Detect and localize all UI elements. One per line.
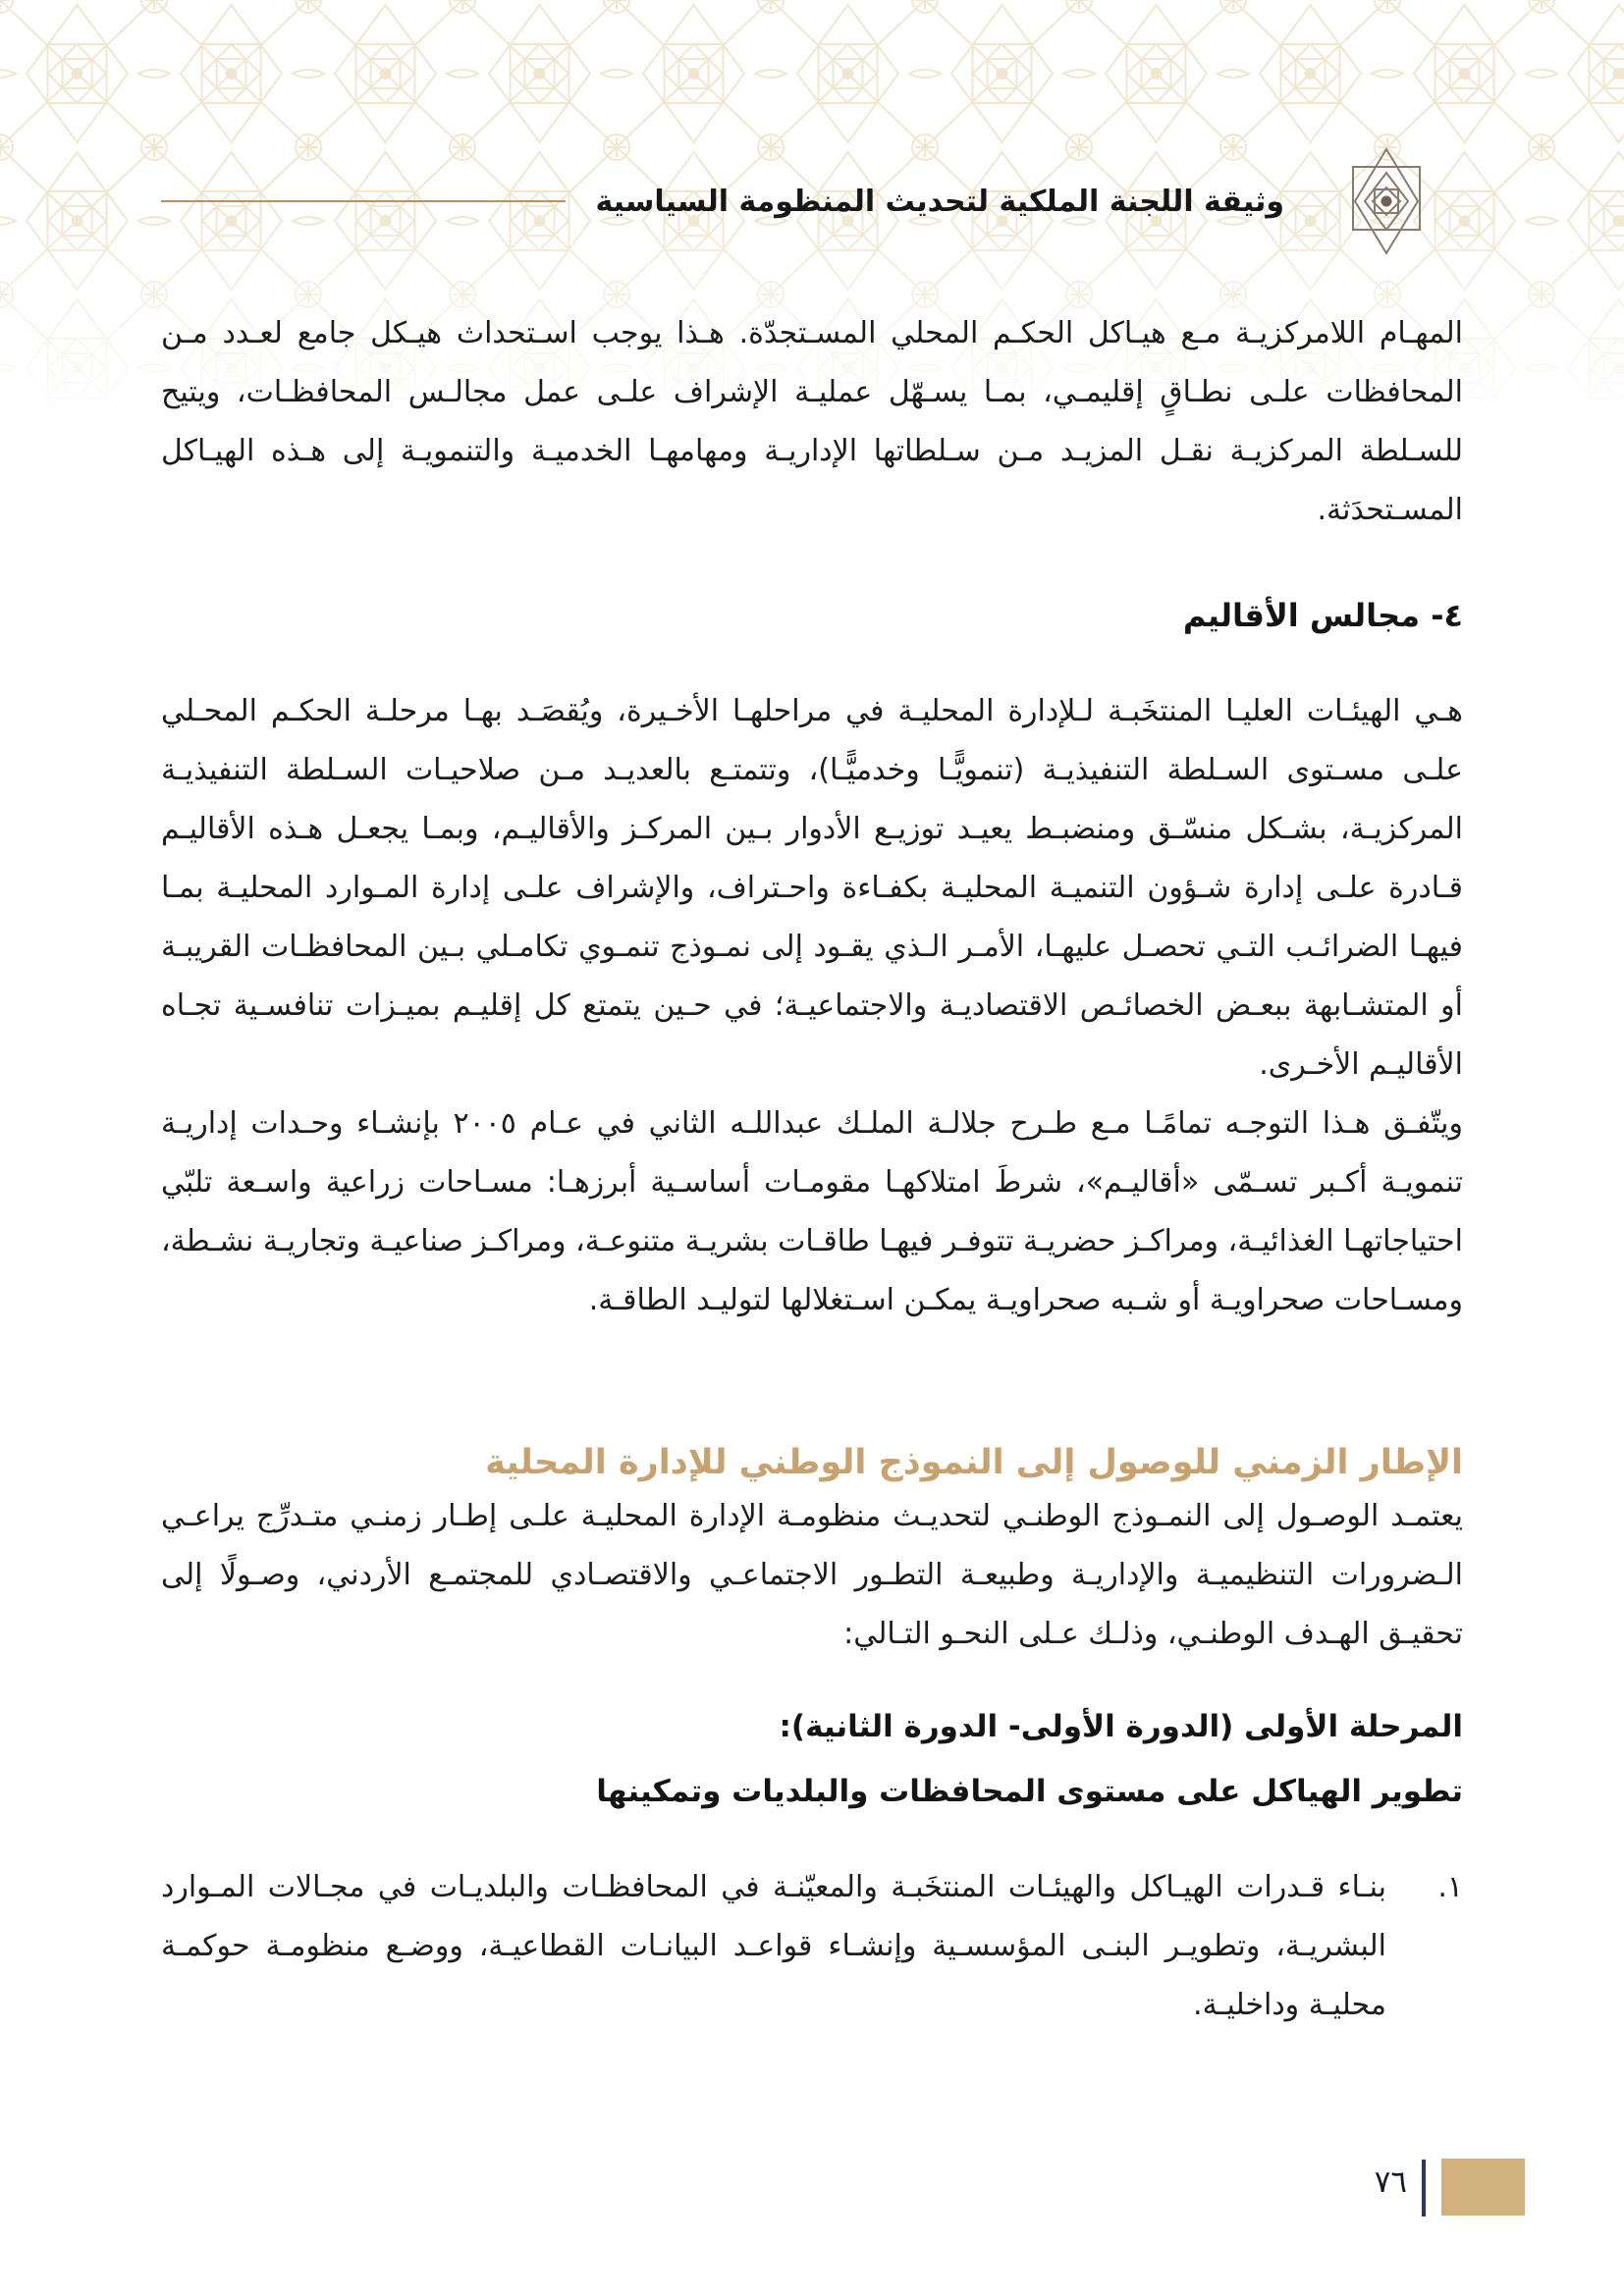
paragraph-timeline-intro: يعتمـد الوصـول إلى النمـوذج الوطنـي لتحديـث منظومـة الإدارة المحليـة علـى إطـار زمنـي متـدرِّج يراعـي الـضرورات التنظيميـة والإداريـة وطبيعـة التطـور الاجتماعـي والاقتصـادي للمجتمـع الأردني، وصـولًا إلى تحقيـق الهـدف الوطنـي، وذلـك عـلى النحـو التـالي: (161, 1499, 1463, 1651)
numbered-list (161, 1858, 1463, 2035)
gold-section-heading-timeline: الإطار الزمني للوصول إلى النموذج الوطني للإدارة المحلية (485, 1443, 1463, 1482)
emblem-icon (1339, 147, 1434, 255)
phase-one-subheading: تطوير الهياكل على مستوى المحافظات والبلديات وتمكينها (596, 1774, 1463, 1809)
document-title: وثيقة اللجنة الملكية لتحديث المنظومة السياسية (595, 184, 1284, 219)
paragraph-king-2005: ويتّفـق هـذا التوجـه تمامًـا مـع طـرح جلالـة الملـك عبداللـه الثاني في عـام ٢٠٠٥ بإنشـاء وحـدات إداريـة تنمويـة أكـبر تسـمّى «أقاليـم»، شرطَ امتلاكهـا مقومـات أساسـية أبرزهـا: مسـاحات زراعية واسـعة تلبّي احتياجاتهـا الغذائيـة، ومراكـز حضريـة تتوفـر فيهـا طاقـات بشريـة متنوعـة، ومراكـز صناعيـة وتجاريـة نشـطة، ومسـاحات صحراويـة أو شـبه صحراويـة يمكـن اسـتغلالها لتوليـد الطاقـة. (161, 1106, 1463, 1317)
footer-gold-block (1441, 2159, 1525, 2216)
paragraph-region-councils: هـي الهيئـات العليـا المنتخَبـة لـلإدارة المحليـة في مراحلهـا الأخـيرة، ويُقصَـد بهـا مرحلـة الحكـم المحـلي علـى مسـتوى السـلطة التنفيذيـة (تنمويًّـا وخدميًّـا)، وتتمتـع بالعديـد مـن صلاحيـات السـلطة التنفيذيـة المركزيـة، بشـكل منسّـق ومنضبـط يعيـد توزيـع الأدوار بـين المركـز والأقاليـم، وبمـا يجعـل هـذه الأقاليـم قـادرة علـى إدارة شـؤون التنميـة المحليـة بكفـاءة واحـتراف، والإشراف علـى إدارة المـوارد المحليـة بمـا فيهـا الضرائـب التـي تحصـل عليهـا، الأمـر الـذي يقـود إلى نمـوذج تنمـوي تكامـلي بـين المحافظـات القريبـة أو المتشـابهة ببعـض الخصائـص الاقتصاديـة والاجتماعيـة؛ في حـين يتمتع كل إقليـم بميـزات تنافسـية تجـاه الأقاليـم الأخـرى. (161, 694, 1463, 1082)
page-content (161, 304, 1463, 2035)
list-item (161, 1858, 1463, 2035)
footer-accent-bar (1422, 2160, 1426, 2216)
page-number: ٧٦ (1374, 2164, 1407, 2200)
section-heading-region-councils: ٤- مجالس الأقاليم (1182, 597, 1463, 634)
list-item-number: ١. (1437, 1870, 1463, 1904)
page-header (161, 147, 1434, 255)
list-item-text: بنـاء قـدرات الهيـاكل والهيئـات المنتخَبـة والمعيّنـة في المحافظـات والبلديـات في مجـالات المـوارد البشريـة، وتطويـر البنـى المؤسسـية وإنشـاء قواعـد البيانـات القطاعيـة، ووضـع منظومـة حوكمـة محليـة وداخليـة. (161, 1870, 1386, 2022)
paragraph-decentralized-tasks: المهـام اللامركزيـة مـع هيـاكل الحكـم المحلي المسـتجدّة. هـذا يوجب اسـتحداث هيـكل جامع لعـدد مـن المحافظات علـى نطـاقٍ إقليمـي، بمـا يسـهّل عمليـة الإشراف علـى عمل مجالـس المحافظـات، ويتيح للسـلطة المركزيـة نقـل المزيـد مـن سـلطاتها الإداريـة ومهامهـا الخدميـة والتنمويـة إلى هـذه الهيـاكل المسـتحدَثة. (161, 316, 1463, 527)
header-rule (161, 200, 566, 202)
phase-one-heading: المرحلة الأولى (الدورة الأولى- الدورة الثانية): (779, 1709, 1463, 1744)
